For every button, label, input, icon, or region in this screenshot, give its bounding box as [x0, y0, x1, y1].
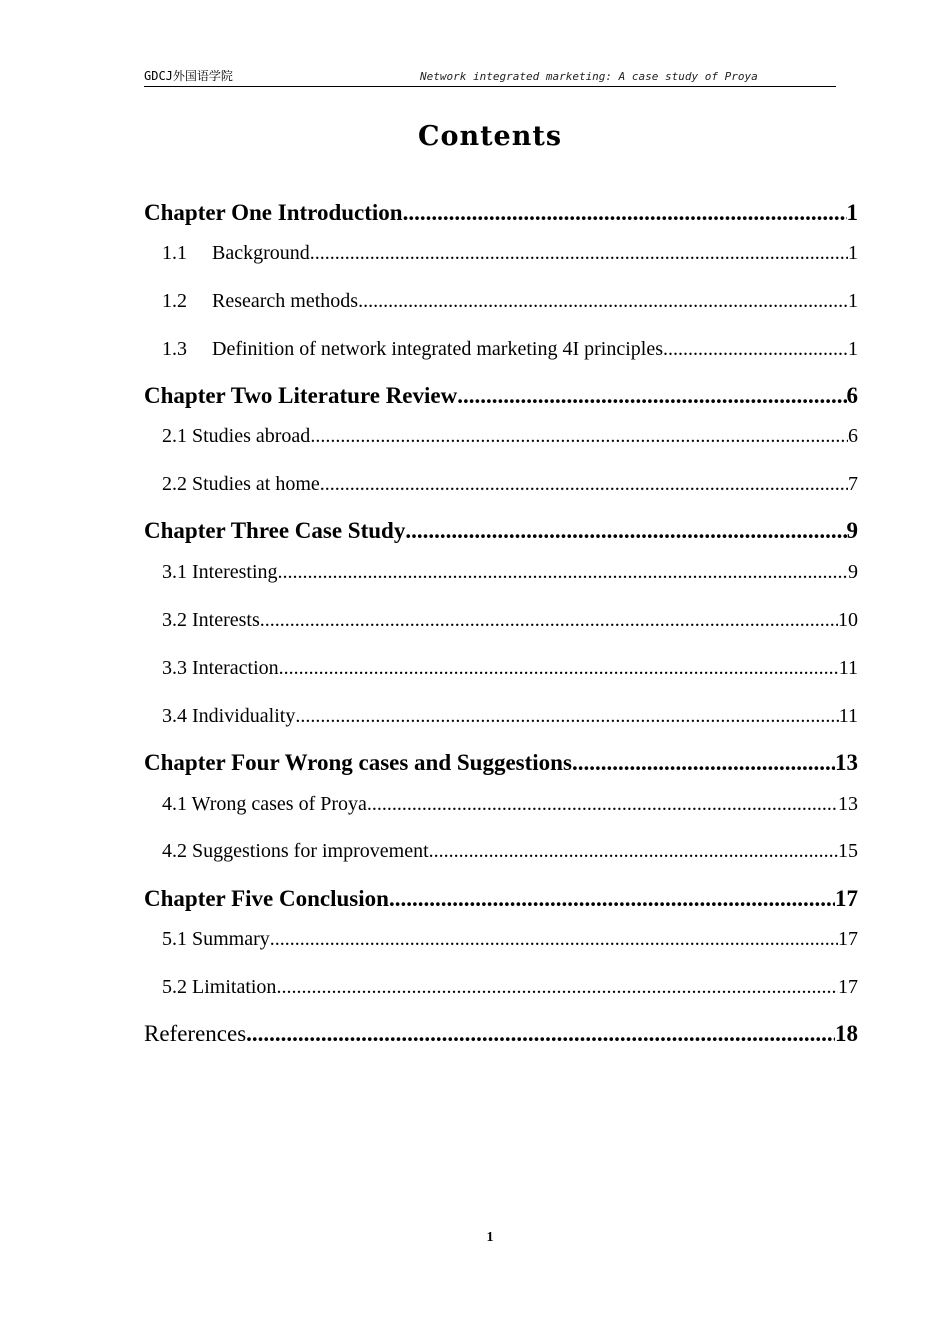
toc-page-number: 17: [835, 886, 858, 911]
toc-entry-label: 3.3 Interaction: [162, 657, 279, 679]
toc-section-5-1[interactable]: [144, 921, 858, 951]
toc-leader-dots: [403, 200, 847, 226]
toc-entry-label: [144, 338, 663, 361]
toc-section-4-1[interactable]: [144, 786, 858, 816]
toc-leader-dots: [246, 1021, 835, 1047]
toc-leader-dots: [405, 518, 846, 544]
toc-section-number: 1.2: [162, 290, 187, 312]
toc-chapter-five[interactable]: [144, 882, 858, 912]
toc-page-number: 11: [838, 705, 858, 727]
toc-entry-label: 3.4 Individuality: [162, 705, 296, 727]
toc-page-number: 7: [848, 473, 858, 495]
toc-chapter-two[interactable]: [144, 379, 858, 409]
toc-leader-dots: [310, 242, 848, 265]
toc-entry-label: Chapter Three Case Study: [144, 518, 406, 543]
toc-page-number: 9: [846, 518, 858, 543]
toc-section-3-3[interactable]: [144, 650, 858, 680]
toc-leader-dots: [572, 750, 835, 776]
toc-page-number: 18: [835, 1021, 858, 1046]
toc-page-number: 1: [848, 242, 858, 264]
toc-entry-label: Chapter Four Wrong cases and Suggestions: [144, 750, 572, 775]
toc-entry-label: 4.2 Suggestions for improvement: [162, 840, 429, 862]
toc-entry-label: 2.1 Studies abroad: [162, 425, 311, 447]
toc-leader-dots: [276, 976, 838, 999]
toc-leader-dots: [270, 928, 838, 951]
toc-leader-dots: [457, 383, 846, 409]
toc-entry-label: 2.2 Studies at home: [162, 473, 320, 495]
toc-page-number: 9: [848, 561, 858, 583]
toc-leader-dots: [295, 705, 838, 728]
toc-section-1-2[interactable]: [144, 283, 858, 313]
toc-section-1-1[interactable]: [144, 235, 858, 265]
footer-page-number: 1: [486, 1230, 494, 1245]
toc-leader-dots: [278, 561, 848, 584]
toc-references[interactable]: [144, 1017, 858, 1047]
toc-leader-dots: [429, 840, 838, 863]
toc-page-number: 6: [846, 383, 858, 408]
toc-page-number: 17: [838, 928, 858, 950]
toc-leader-dots: [310, 425, 848, 448]
toc-section-3-1[interactable]: [144, 554, 858, 584]
toc-section-title: Research methods: [212, 290, 359, 312]
toc-section-3-2[interactable]: [144, 602, 858, 632]
toc-entry-label: 3.2 Interests: [162, 609, 260, 631]
toc-entry-label: [144, 242, 310, 265]
toc-entry-label: 3.1 Interesting: [162, 561, 278, 583]
toc-entry-label: Chapter Five Conclusion: [144, 886, 389, 911]
toc-section-3-4[interactable]: [144, 698, 858, 728]
toc-page-number: 11: [838, 657, 858, 679]
toc-chapter-one[interactable]: [144, 196, 858, 226]
toc-page-number: 6: [848, 425, 858, 447]
toc-entry-label: [144, 290, 358, 313]
toc-entry-label: 4.1 Wrong cases of Proya: [162, 793, 367, 815]
header-institution: GDCJ外国语学院: [144, 69, 233, 83]
toc-section-number: 1.1: [162, 242, 187, 264]
toc-page-number: 10: [838, 609, 858, 631]
header-rule: [144, 86, 836, 87]
toc-section-5-2[interactable]: [144, 969, 858, 999]
toc-entry-label: Chapter Two Literature Review: [144, 383, 458, 408]
toc-section-4-2[interactable]: [144, 833, 858, 863]
toc-page-number: 1: [848, 290, 858, 312]
toc-leader-dots: [358, 290, 848, 313]
toc-section-number: 1.3: [162, 338, 187, 360]
toc-leader-dots: [279, 657, 839, 680]
page-title: Contents: [417, 121, 563, 152]
toc-leader-dots: [320, 473, 848, 496]
toc-section-1-3[interactable]: [144, 331, 858, 361]
toc-leader-dots: [260, 609, 838, 632]
toc-section-2-1[interactable]: [144, 418, 858, 448]
toc-entry-label: Chapter One Introduction: [144, 200, 403, 225]
toc-page-number: 17: [838, 976, 858, 998]
toc-page-number: 15: [838, 840, 858, 862]
toc-leader-dots: [389, 886, 835, 912]
toc-entry-label: 5.1 Summary: [162, 928, 270, 950]
toc-entry-label: References: [144, 1021, 247, 1046]
toc-page-number: 1: [846, 200, 858, 225]
toc-page-number: 1: [848, 338, 858, 360]
toc-entry-label: 5.2 Limitation: [162, 976, 277, 998]
toc-page-number: 13: [838, 793, 858, 815]
toc-leader-dots: [663, 338, 848, 361]
toc-chapter-three[interactable]: [144, 514, 858, 544]
toc-section-title: Definition of network integrated marketing 4I principles: [212, 338, 663, 360]
toc-leader-dots: [367, 793, 838, 816]
toc-section-2-2[interactable]: [144, 466, 858, 496]
toc-chapter-four[interactable]: [144, 746, 858, 776]
header-thesis-title: Network integrated marketing: A case study of Proya: [420, 70, 758, 83]
toc-section-title: Background: [212, 242, 310, 264]
toc-page-number: 13: [835, 750, 858, 775]
